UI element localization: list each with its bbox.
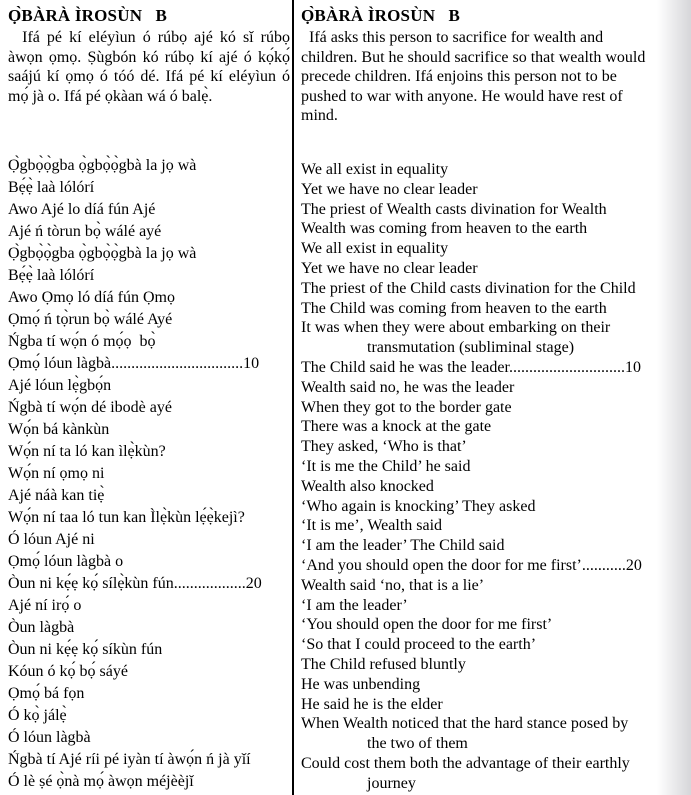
intro-line: mind. <box>301 107 338 124</box>
verse-line: Wọ́n ní ọmọ ni <box>8 465 105 482</box>
verse-line: Ajé ní irọ́ o <box>8 597 82 614</box>
verse-line: Ọ̀gbọ̀ọ̀gba ọ̀gbọ̀ọ̀gbà la jọ wà <box>8 245 197 262</box>
verse-line: Òun làgbà <box>8 619 75 636</box>
verse-line: Ajé lóun lẹ̀gbọ́n <box>8 377 112 394</box>
verse-line: Bẹ́ẹ̀ laà lólórí <box>8 267 95 284</box>
verse-line: We all exist in equality <box>301 161 449 178</box>
yoruba-intro-paragraph <box>8 28 290 106</box>
verse-line: They asked, ‘Who is that’ <box>301 438 467 456</box>
odu-title-left: Ọ̀BÀRÀ ÌROSÙN B <box>8 6 168 25</box>
verse-line: The Child was coming from heaven to the earth <box>301 299 607 317</box>
intro-line: precede children. Ifá enjoins this person not to be <box>301 68 617 85</box>
verse-line: When Wealth noticed that the hard stance posed by <box>301 715 629 733</box>
verse-line: ‘And you should open the door for me first’...........20 <box>301 556 642 574</box>
verse-line: Ọmọ́ lóun làgbà.................................10 <box>8 355 260 372</box>
intro-line: saájú kí ọmọ ó tóó dé. Ifá pé kí eléyìun ó <box>8 68 290 85</box>
verse-line: Could cost them both the advantage of their earthly <box>301 754 630 772</box>
english-intro-paragraph <box>301 28 685 126</box>
verse-line: Ajé ń tòrun bọ̀ wálé ayé <box>8 223 162 240</box>
verse-line: ‘So that I could proceed to the earth’ <box>301 636 537 654</box>
verse-line: Bẹ́ẹ̀ laà lólórí <box>8 179 95 196</box>
verse-line: Ọmọ́ bá fọn <box>8 685 85 702</box>
verse-line: Ó kọ̀ jálẹ̀ <box>8 707 67 724</box>
verse-line: Òun ni kẹ́ẹ kọ́ síkùn fún <box>8 641 163 658</box>
verse-line: He said he is the elder <box>301 695 443 713</box>
verse-line: When they got to the border gate <box>301 398 512 416</box>
verse-line: Ọmọ́ ń tọ̀run bọ̀ wálé Ayé <box>8 311 173 328</box>
verse-line: Wọ́n ní ta ló kan ìlẹ̀kùn? <box>8 443 166 460</box>
verse-line: ‘I am the leader’ <box>301 596 408 614</box>
verse-line: We all exist in equality <box>301 240 449 258</box>
yoruba-column <box>8 6 290 790</box>
verse-line: Ńgbà tí wọ́n dé ibodè ayé <box>8 399 172 416</box>
verse-line: Yet we have no clear leader <box>301 259 478 277</box>
odu-title-right: Ọ̀BÀRÀ ÌROSÙN B <box>301 6 461 25</box>
verse-line: Wọ́n ní taa ló tun kan Ìlẹ̀kùn lẹ́ẹ̀kejì? <box>8 509 245 526</box>
intro-line: Ifá asks this person to sacrifice for wealth and <box>301 29 604 46</box>
verse-line: It was when they were about embarking on their <box>301 319 611 337</box>
verse-line: Òun ni kẹ́ẹ kọ́ sílẹ̀kùn fún..................20 <box>8 575 262 592</box>
verse-line: The Child said he was the leader.............................10 <box>301 358 641 376</box>
verse-line: Ọmọ́ lóun làgbà o <box>8 553 124 570</box>
verse-line: There was a knock at the gate <box>301 418 492 436</box>
verse-line: Ó lè ṣé ọ̀nà mọ́ àwọn méjèèjǐ <box>8 773 194 790</box>
intro-line: children. But he should sacrifice so that wealth would <box>301 48 646 66</box>
verse-line: Wealth also knocked <box>301 477 434 495</box>
yoruba-verse-block <box>8 155 290 793</box>
verse-line: ‘It is me the Child’ he said <box>301 457 471 475</box>
verse-line: ‘Who again is knocking’ They asked <box>301 497 536 515</box>
verse-line: ‘It is me’, Wealth said <box>301 517 443 535</box>
intro-line: Ifá pé kí eléyìun ó rúbọ ajé kó sǐ rúbọ <box>8 29 290 46</box>
verse-line: Ńgbà tí Ajé ríi pé iyàn tí àwọ́n ń jà yǐí <box>8 751 251 768</box>
verse-line: Kóun ó kọ́ bọ́ sáyé <box>8 663 128 680</box>
verse-line: Ajé náà kan tiẹ̀ <box>8 487 105 504</box>
column-divider-rule <box>292 0 294 795</box>
verse-line: the two of them <box>367 735 468 753</box>
verse-line: journey <box>367 774 416 792</box>
verse-line: Wealth was coming from heaven to the earth <box>301 220 588 238</box>
verse-line: ‘I am the leader’ The Child said <box>301 537 505 555</box>
verse-line: The priest of Wealth casts divination for Wealth <box>301 200 607 218</box>
verse-line: ‘You should open the door for me first’ <box>301 616 553 634</box>
verse-line: Awo Ajé lo díá fún Ajé <box>8 201 156 218</box>
verse-line: Awo Ọmọ ló díá fún Ọmọ <box>8 289 175 306</box>
verse-line: Wealth said no, he was the leader <box>301 378 515 396</box>
verse-line: He was unbending <box>301 675 421 693</box>
verse-line: Ọ̀gbọ̀ọ̀gba ọ̀gbọ̀ọ̀gbà la jọ wà <box>8 157 197 174</box>
english-column <box>301 6 685 792</box>
verse-line: Wealth said ‘no, that is a lie’ <box>301 576 485 594</box>
intro-line: pushed to war with anyone. He would have rest of <box>301 87 623 105</box>
verse-line: Yet we have no clear leader <box>301 180 478 198</box>
intro-line: àwọn ọmọ. Ṣùgbón kó rúbọ kí ajé ó kọ́kọ́ <box>8 48 290 66</box>
verse-line: Wọ́n bá kànkùn <box>8 421 110 438</box>
english-verse-block <box>301 160 685 794</box>
verse-line: Ńgba tí wọ́n ó mọ́ọ bọ̀ <box>8 333 156 350</box>
intro-line: mọ́ jà o. Ifá pé ọkàan wá ó balẹ̀. <box>8 87 213 105</box>
verse-line: Ó lóun Ajé ni <box>8 531 95 548</box>
verse-line: transmutation (subliminal stage) <box>367 339 575 357</box>
verse-line: The Child refused bluntly <box>301 655 466 673</box>
verse-line: Ó lóun làgbà <box>8 729 91 746</box>
verse-line: The priest of the Child casts divination for the Child <box>301 279 636 297</box>
